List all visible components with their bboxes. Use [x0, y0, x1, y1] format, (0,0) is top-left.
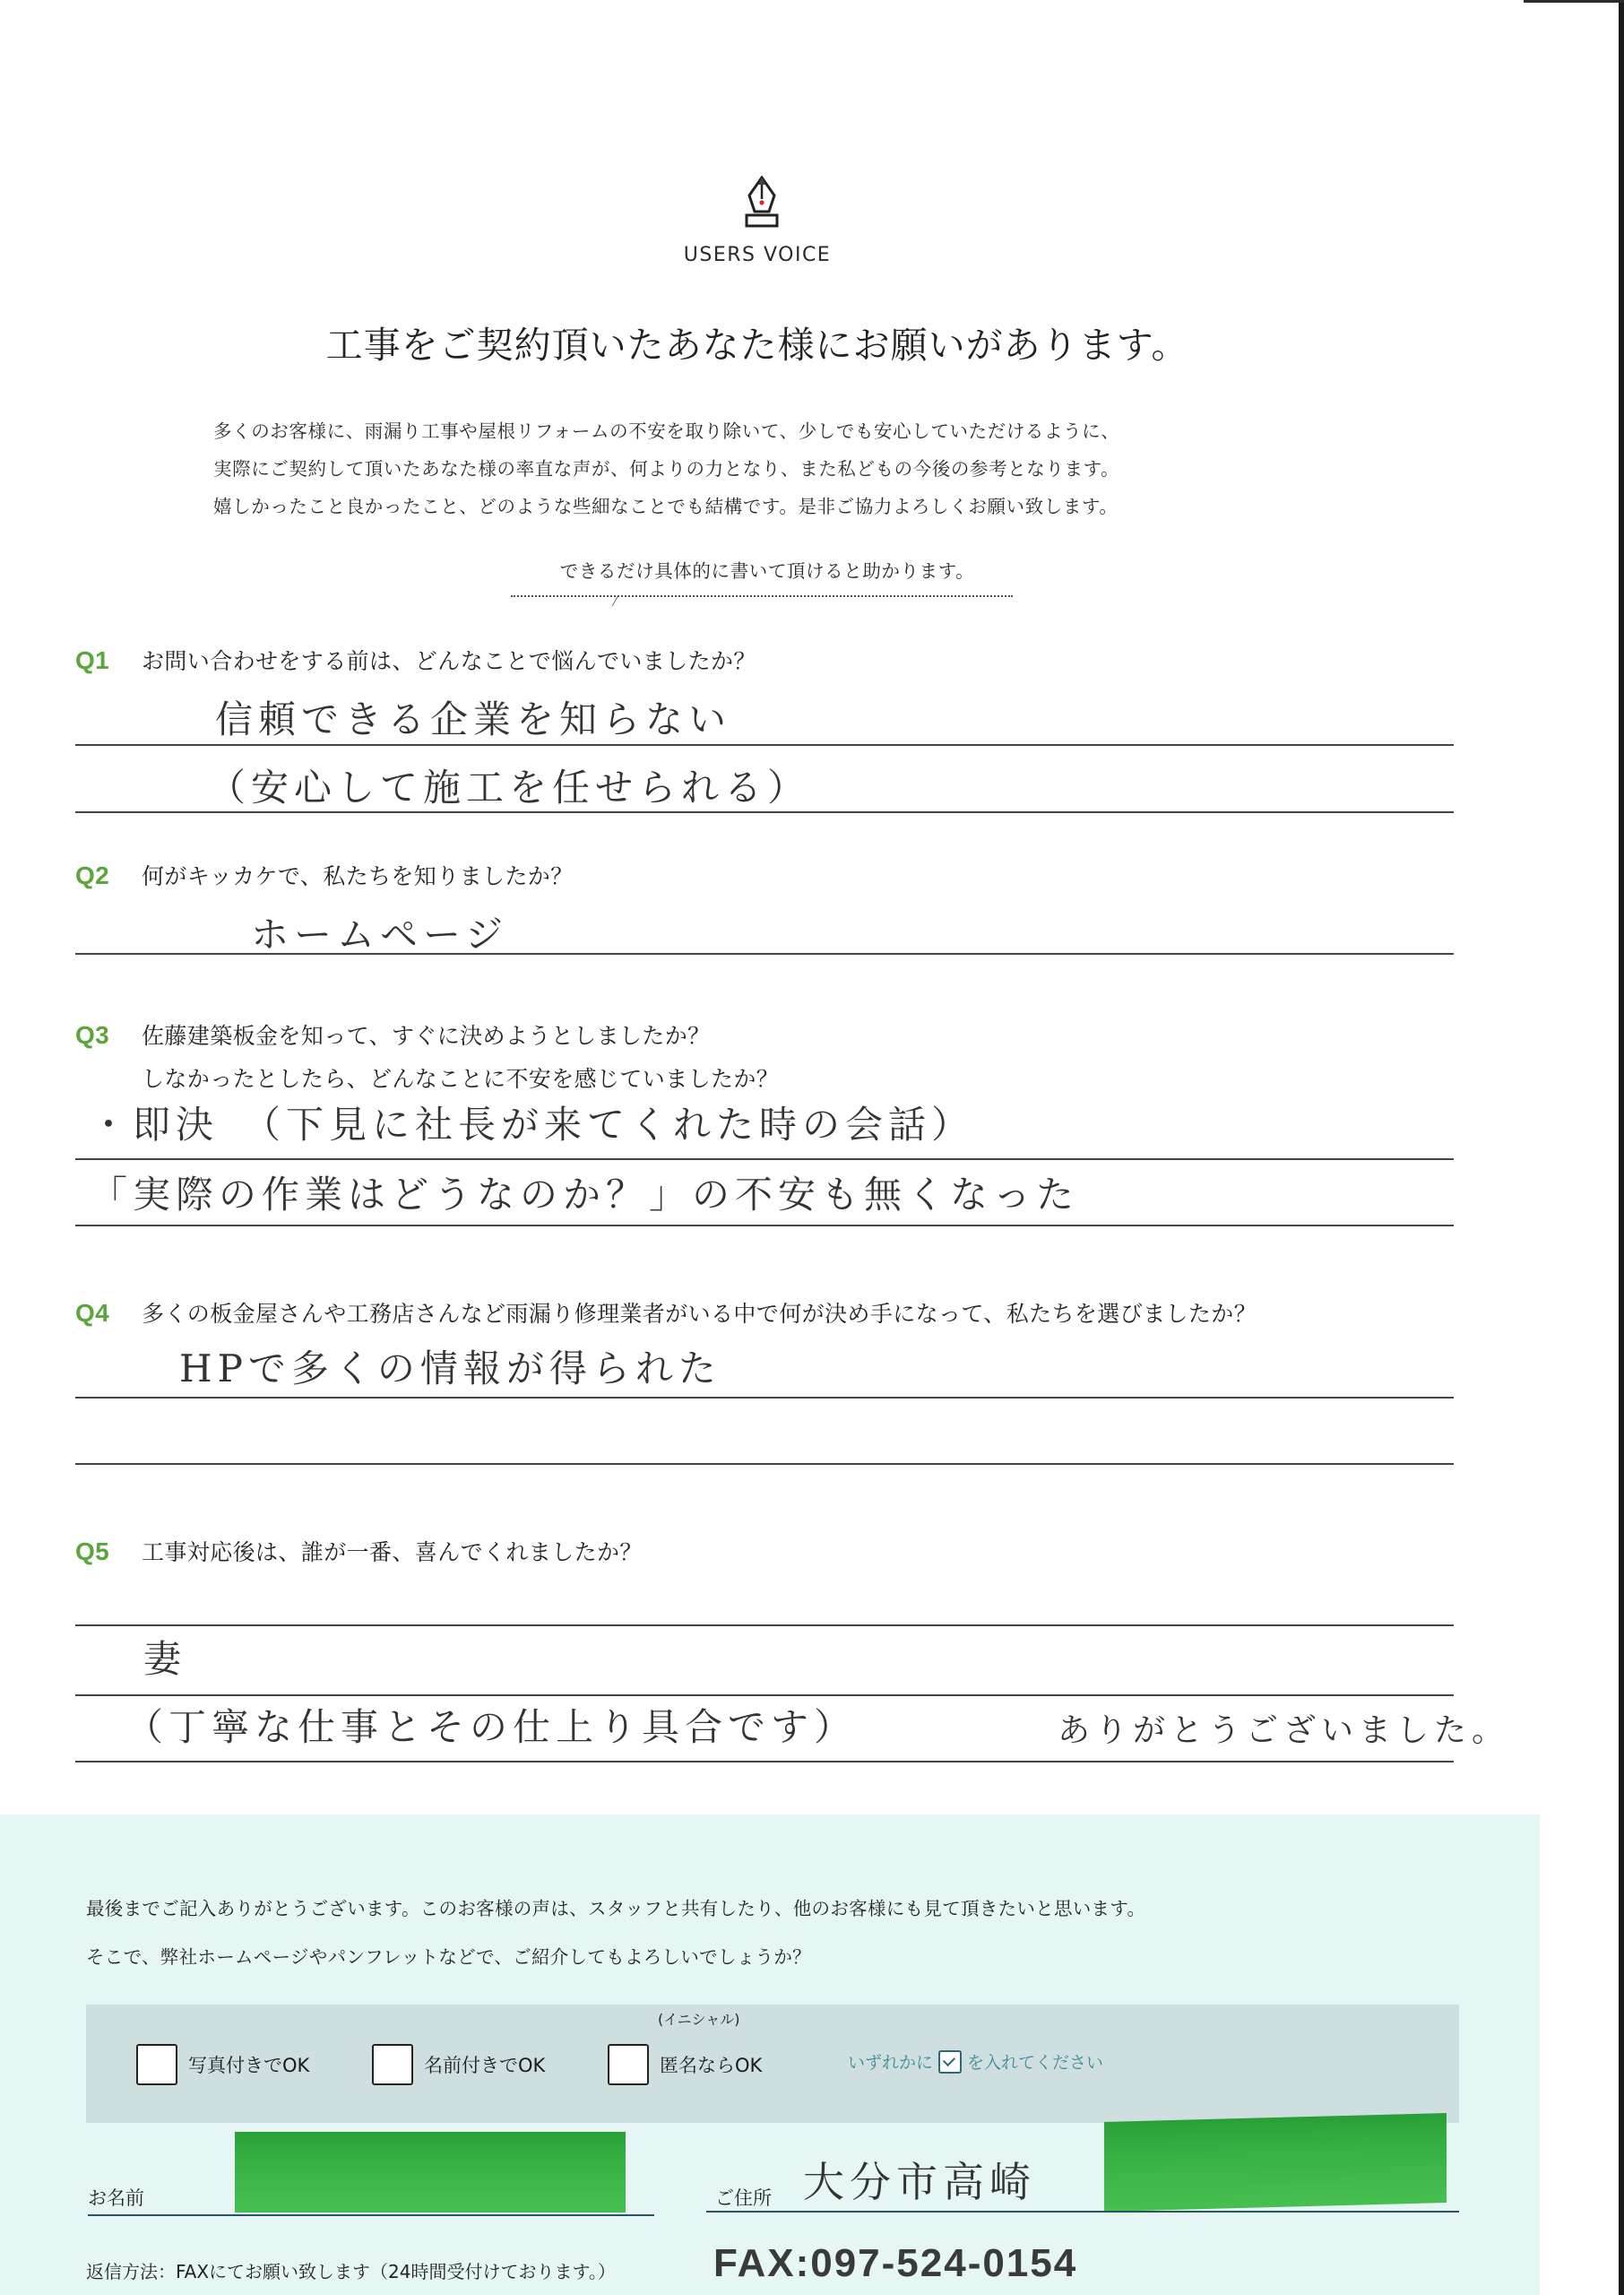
scan-edge: [1619, 0, 1624, 2295]
question-4: [75, 1296, 1257, 1329]
pen-nib-icon: [740, 176, 783, 231]
page-headline: 工事をご契約頂いたあなた様にお願いがあります。: [325, 324, 1189, 367]
checkbox[interactable]: [136, 2044, 177, 2085]
answer-line: [75, 1761, 1454, 1762]
question-text: 多くの板金屋さんや工務店さんなど雨漏り修理業者がいる中で何が決め手になって、私たちを選びましたか？: [142, 1301, 1257, 1327]
question-number: Q4: [75, 1299, 110, 1327]
answer-line: [75, 1463, 1454, 1465]
instruction-prefix: いずれかに: [848, 2053, 934, 2073]
reply-method: 返信方法：FAXにてお願い致します（24時間受付けております。）: [86, 2261, 616, 2282]
option-anonymous-ok[interactable]: [608, 2044, 762, 2085]
intro-line: 多くのお客様に、雨漏り工事や屋根リフォームの不安を取り除いて、少しでも安心していただけるように、: [213, 420, 1120, 442]
checkbox-label: 匿名ならOK: [660, 2055, 763, 2076]
checkbox[interactable]: [372, 2044, 413, 2085]
instruction-suffix: を入れてください: [967, 2053, 1104, 2073]
answer-line: [75, 744, 1454, 746]
question-1: [75, 644, 756, 676]
answer-line: [75, 1225, 1454, 1226]
question-2: [75, 859, 574, 891]
intro-line: 実際にご契約して頂いたあなた様の率直な声が、何よりの力となり、また私どもの今後の参考となります。: [213, 458, 1120, 480]
name-label: お名前: [88, 2187, 144, 2209]
option-name-ok[interactable]: [372, 2044, 545, 2085]
answer-handwritten[interactable]: （丁寧な仕事とその仕上り具合です）: [125, 1705, 858, 1749]
checkbox-label: 写真付きでOK: [188, 2055, 310, 2076]
checkbox-label: 名前付きでOK: [424, 2055, 546, 2076]
answer-line: [75, 1624, 1454, 1626]
hint-text: できるだけ具体的に書いて頂けると助かります。: [559, 560, 975, 582]
question-text: お問い合わせをする前は、どんなことで悩んでいましたか？: [142, 648, 756, 674]
answer-line: [75, 953, 1454, 955]
initial-ruby: (イニシャル): [658, 2011, 740, 2028]
fax-number: FAX:097-524-0154: [713, 2241, 1078, 2285]
consent-message: そこで、弊社ホームページやパンフレットなどで、ご紹介してもよろしいでしょうか？: [86, 1946, 811, 1968]
answer-handwritten[interactable]: ・即決 （下見に社長が来てくれた時の会話）: [90, 1103, 975, 1147]
answer-handwritten[interactable]: 信頼できる企業を知らない: [215, 697, 732, 741]
address-handwritten[interactable]: 大分市高崎: [803, 2158, 1036, 2206]
question-3: [75, 1018, 779, 1094]
question-number: Q1: [75, 646, 110, 674]
intro-text: [213, 412, 1119, 525]
answer-line: [75, 1158, 1454, 1160]
name-field-line: [88, 2214, 654, 2216]
question-number: Q5: [75, 1537, 110, 1565]
check-instruction: [848, 2049, 1103, 2074]
name-input[interactable]: [235, 2132, 626, 2213]
answer-handwritten[interactable]: 妻: [143, 1637, 187, 1681]
scan-edge-top: [1524, 0, 1624, 3]
question-5: [75, 1535, 643, 1567]
option-photo-ok[interactable]: [136, 2044, 309, 2085]
thanks-note-handwritten: ありがとうございました。: [1058, 1712, 1510, 1749]
brand-title: USERS VOICE: [683, 244, 832, 266]
answer-handwritten[interactable]: ホームページ: [251, 913, 509, 957]
checkbox[interactable]: [608, 2044, 649, 2085]
question-text: 工事対応後は、誰が一番、喜んでくれましたか？: [142, 1539, 643, 1565]
checkmark-icon: [938, 2050, 962, 2074]
question-number: Q2: [75, 862, 110, 889]
hint-divider: [511, 595, 1013, 597]
answer-line: [75, 1694, 1454, 1696]
question-text: 佐藤建築板金を知って、すぐに決めようとしましたか？: [142, 1023, 711, 1049]
address-label: ご住所: [715, 2187, 772, 2209]
question-text: 何がキッカケで、私たちを知りましたか？: [142, 863, 574, 889]
question-subtext: しなかったとしたら、どんなことに不安を感じていましたか？: [142, 1066, 780, 1092]
address-field-line: [706, 2211, 1459, 2213]
answer-handwritten[interactable]: 「実際の作業はどうなのか？」の不安も無くなった: [90, 1173, 1080, 1217]
question-number: Q3: [75, 1021, 110, 1049]
intro-line: 嬉しかったこと良かったこと、どのような些細なことでも結構です。是非ご協力よろしくお願い致します。: [213, 496, 1119, 517]
consent-message: 最後までご記入ありがとうございます。このお客様の声は、スタッフと共有したり、他のお客様にも見て頂きたいと思います。: [86, 1898, 1146, 1919]
answer-line: [75, 1397, 1454, 1399]
answer-line: [75, 811, 1454, 813]
address-redaction: [1104, 2113, 1447, 2212]
answer-handwritten[interactable]: HPで多くの情報が得られた: [179, 1347, 721, 1390]
answer-handwritten[interactable]: （安心して施工を任せられる）: [208, 766, 811, 810]
